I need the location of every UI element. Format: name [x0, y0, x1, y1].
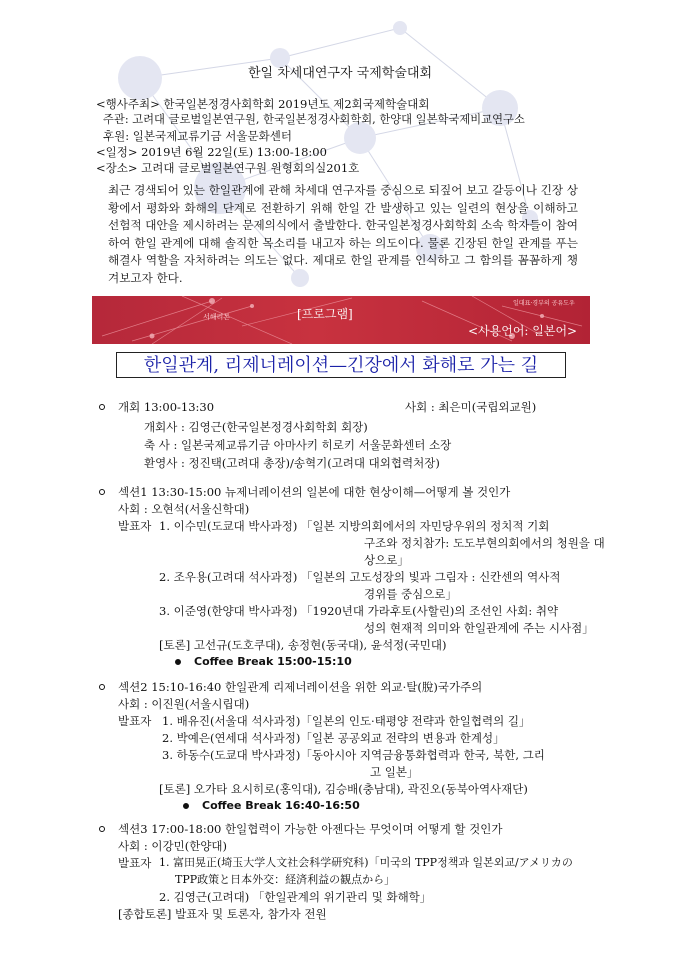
bullet-icon	[99, 684, 105, 690]
bullet-icon	[175, 659, 181, 665]
session3-presenter-1-cont: TPP政策と日本外交：経済利益の観点から」	[175, 873, 396, 886]
congratulatory-remarks: 축 사 : 일본국제교류기금 아마사키 히로키 서울문화센터 소장	[144, 438, 452, 452]
session3-moderator: 사회 : 이강민(한양대)	[118, 839, 228, 853]
session1-moderator: 사회 : 오현석(서울신학대)	[118, 502, 250, 516]
bullet-icon	[99, 826, 105, 832]
session1-coffee-break: Coffee Break 15:00-15:10	[194, 655, 352, 668]
session3-presenter-1: 1. 富田晃正(埼玉大学人文社会科学研究科)「미국의 TPP정책과 일본외교/アメリカの	[159, 856, 573, 869]
session1-discussion: [토론] 고선규(도호쿠대), 송정현(동국대), 윤석정(국민대)	[159, 638, 447, 652]
session3-heading: 섹션3 17:00-18:00 한일협력이 가능한 아젠다는 무엇이며 어떻게 할 것인가	[118, 822, 503, 836]
session2-presenter-1: 1. 배유진(서울대 석사과정)「일본의 인도·태평양 전략과 한일협력의 길」	[162, 714, 531, 728]
session1-presenter-3: 3. 이준영(한양대 박사과정) 「1920년대 가라후토(사할린)의 조선인 사회: 취약	[159, 604, 559, 618]
banner-deco-left: 서해리본	[203, 313, 231, 321]
program-label: [프로그램]	[297, 307, 353, 321]
session3-presenter-2: 2. 김영근(고려대) 「한일관계의 위기관리 및 화해학」	[159, 890, 432, 904]
opening-remarks: 개회사 : 김영근(한국일본정경사회학회 회장)	[144, 420, 368, 434]
language-label: <사용언어: 일본어>	[468, 324, 578, 338]
session2-discussion: [토론] 오가타 요시히로(홍익대), 김승배(충남대), 곽진오(동북아역사재단)	[159, 782, 528, 796]
session2-presenter-3: 3. 하동수(도쿄대 박사과정)「동아시아 지역금융통화협력과 한국, 북한, 그리	[162, 748, 545, 762]
session2-presenter-3-cont: 고 일본」	[370, 765, 419, 779]
session1-presenters-label: 발표자	[118, 519, 152, 533]
session2-heading: 섹션2 15:10-16:40 한일관계 리제너레이션을 위한 외교·탈(脫)국가주의	[118, 680, 483, 694]
session2-presenters-label: 발표자	[118, 714, 152, 728]
bullet-icon	[183, 803, 189, 809]
event-host: <행사주최> 한국일본정경사회학회 2019년도 제2회국제학술대회	[96, 97, 430, 111]
bullet-icon	[99, 404, 105, 410]
event-date: <일정> 2019년 6월 22일(토) 13:00-18:00	[96, 145, 327, 159]
session1-presenter-1-cont2: 상으로」	[364, 553, 409, 567]
session2-coffee-break: Coffee Break 16:40-16:50	[202, 799, 360, 812]
opening-heading: 개회 13:00-13:30	[118, 400, 215, 414]
banner-deco-right: 일대표·경부의 공유도우	[513, 300, 575, 307]
session1-presenter-2-cont: 경위를 중심으로」	[364, 587, 457, 601]
session1-presenter-2: 2. 조우용(고려대 석사과정) 「일본의 고도성장의 빛과 그림자 : 신칸센의 역사적	[159, 570, 561, 584]
session3-presenters-label: 발표자	[118, 856, 152, 870]
session1-presenter-1: 1. 이수민(도쿄대 박사과정) 「일본 지방의회에서의 자민당우위의 정치적 기회	[159, 519, 550, 533]
bullet-icon	[99, 489, 105, 495]
event-sponsor: 후원: 일본국제교류기금 서울문화센터	[103, 129, 292, 143]
session2-presenter-2: 2. 박예은(연세대 석사과정)「일본 공공외교 전략의 변용과 한계성」	[162, 731, 505, 745]
main-title: 한일관계, 리제너레이션—긴장에서 화해로 가는 길	[116, 352, 566, 378]
closing-discussion: [종합토론] 발표자 및 토론자, 참가자 전원	[118, 907, 327, 921]
session2-moderator: 사회 : 이진원(서울시립대)	[118, 697, 250, 711]
event-organizers: 주관: 고려대 글로벌일본연구원, 한국일본정경사회학회, 한양대 일본학국제비교연구소	[103, 113, 525, 126]
session1-presenter-3-cont: 성의 현재적 의미와 한일관계에 주는 시사점」	[364, 621, 594, 635]
intro-paragraph: 최근 경색되어 있는 한일관계에 관해 차세대 연구자를 중심으로 되짚어 보고 갈등이나 긴장 상황에서 평화와 화해의 단계로 전환하기 위해 한일 간 발생하고 있는 일련의 현상을 이해하고 선험적 대안을 제시하려는 문제의식에서 출발한다. 한국일본정경사회학회 소속 학자들이 참여하여 한일 관계에 대해 솔직한 목소리를 내고자 하는 의도이다. 물론 긴장된 한일 관계를 푸는 해결사 역할을 자처하려는 의도는 없다. 제대로 한일 관계를 인식하고 그 함의를 꼼꼼하게 챙겨보고자 한다.	[108, 183, 578, 285]
event-title: 한일 차세대연구자 국제학술대회	[247, 66, 433, 81]
opening-moderator: 사회 : 최은미(국립외교원)	[405, 400, 537, 414]
welcome-remarks: 환영사 : 정진택(고려대 총장)/송혁기(고려대 대외협력처장)	[144, 456, 440, 470]
session1-presenter-1-cont: 구조와 정치참가: 도도부현의회에서의 청원을 대	[364, 536, 605, 550]
event-venue: <장소> 고려대 글로벌일본연구원 원형회의실201호	[96, 161, 360, 175]
session1-heading: 섹션1 13:30-15:00 뉴제너레이션의 일본에 대한 현상이해—어떻게 볼 것인가	[118, 485, 511, 499]
